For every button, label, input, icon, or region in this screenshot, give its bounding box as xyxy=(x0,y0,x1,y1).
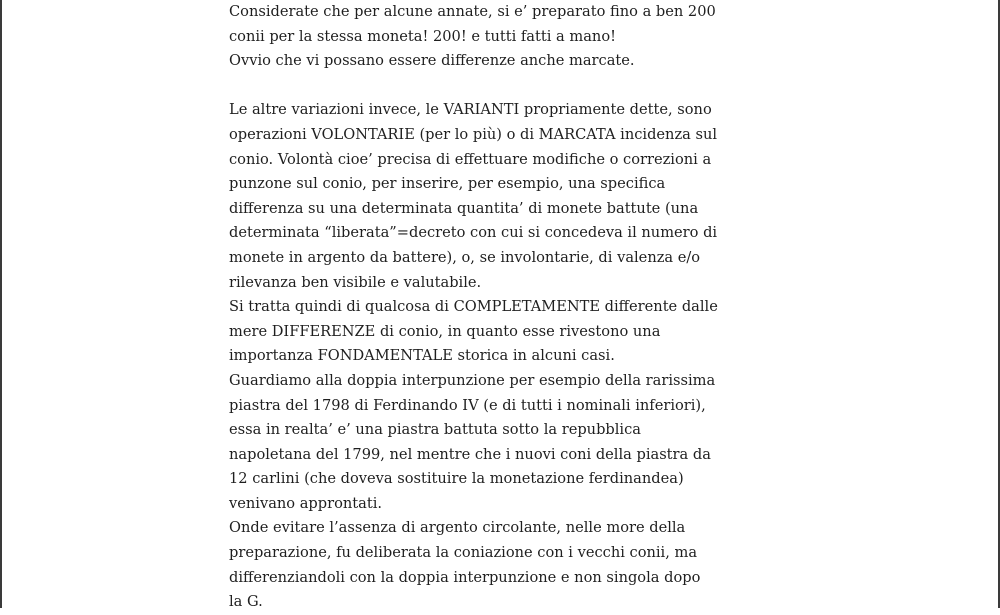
text-line: Ovvio che vi possano essere differenze anche marcate. xyxy=(229,52,635,70)
text-line: venivano approntati. xyxy=(229,494,382,512)
text-line: 12 carlini (che doveva sostituire la monetazione ferdinandea) xyxy=(229,470,684,488)
text-line: preparazione, fu deliberata la coniazione con i vecchi conii, ma xyxy=(229,544,698,562)
text-line: piastra del 1798 di Ferdinando IV (e di tutti i nominali inferiori), xyxy=(229,396,706,414)
text-line: differenza su una determinata quantita’ di monete battute (una xyxy=(229,199,699,217)
text-line: monete in argento da battere), o, se involontarie, di valenza e/o xyxy=(229,248,701,266)
text-line: mere DIFFERENZE di conio, in quanto esse rivestono una xyxy=(229,322,661,340)
text-line: Onde evitare l’assenza di argento circolante, nelle more della xyxy=(229,519,686,537)
text-line: conio. Volontà cioe’ precisa di effettuare modifiche o correzioni a xyxy=(229,150,712,168)
text-line: Le altre variazioni invece, le VARIANTI propriamente dette, sono xyxy=(229,101,712,119)
text-line: conii per la stessa moneta! 200! e tutti fatti a mano! xyxy=(229,27,616,45)
text-line: essa in realta’ e’ una piastra battuta sotto la repubblica xyxy=(229,421,641,439)
text-line: Si tratta quindi di qualcosa di COMPLETAMENTE differente dalle xyxy=(229,298,718,316)
text-line: rilevanza ben visibile e valutabile. xyxy=(229,273,482,291)
text-line: operazioni VOLONTARIE (per lo più) o di MARCATA incidenza sul xyxy=(229,125,718,143)
text-line: determinata “liberata”=decreto con cui si concedeva il numero di xyxy=(229,224,718,242)
text-line: Guardiamo alla doppia interpunzione per esempio della rarissima xyxy=(229,371,716,389)
text-line: napoletana del 1799, nel mentre che i nuovi coni della piastra da xyxy=(229,445,711,463)
paragraph-spacer xyxy=(229,74,699,99)
text-line: importanza FONDAMENTALE storica in alcuni casi. xyxy=(229,347,615,365)
text-line: differenziandoli con la doppia interpunzione e non singola dopo xyxy=(229,568,701,586)
article-body xyxy=(229,0,718,615)
text-line: Considerate che per alcune annate, si e’ preparato fino a ben 200 xyxy=(229,3,716,20)
text-line: punzone sul conio, per inserire, per esempio, una specifica xyxy=(229,175,666,193)
text-line: la G. xyxy=(229,593,263,611)
